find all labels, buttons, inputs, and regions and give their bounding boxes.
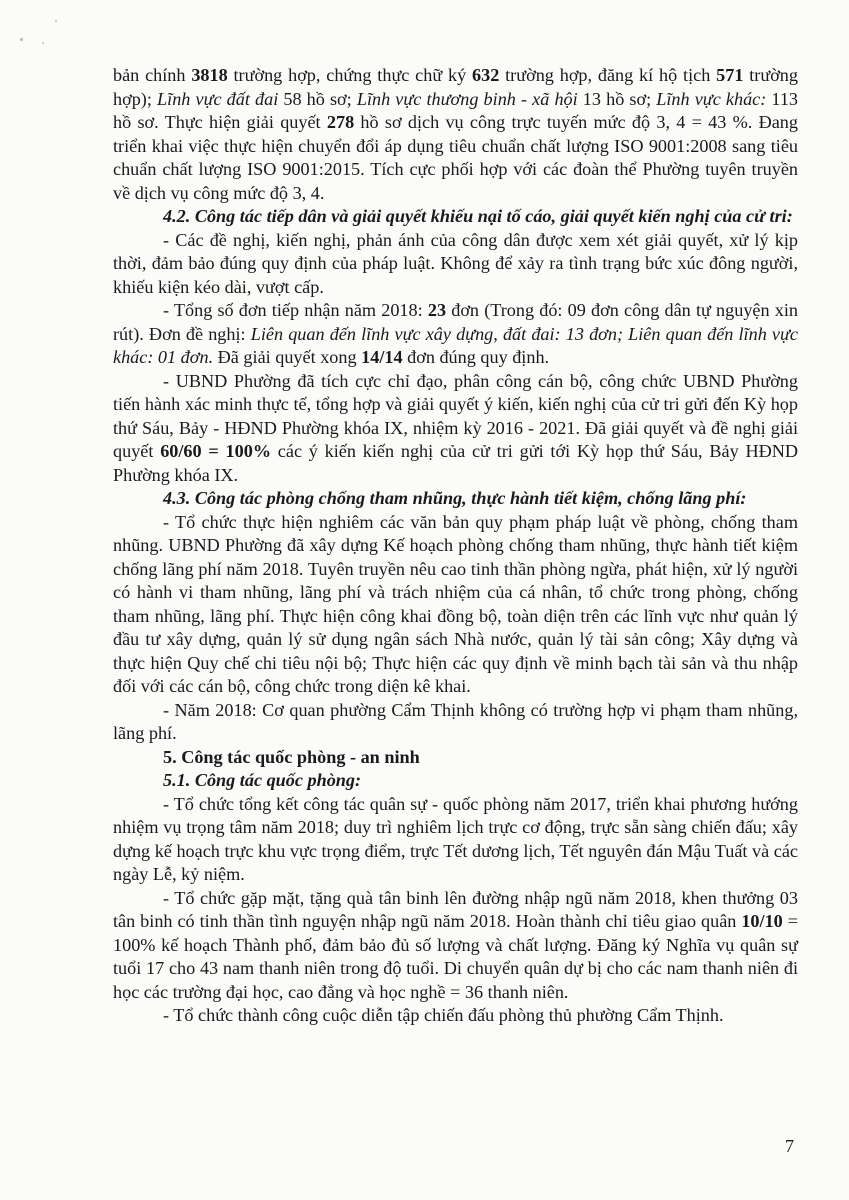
text-run: 23 <box>427 300 447 320</box>
text-run: 3818 <box>191 65 228 85</box>
text-run: 632 <box>472 65 500 85</box>
section-heading-4-3: 4.3. Công tác phòng chống tham nhũng, thực hành tiết kiệm, chống lãng phí: <box>163 488 747 508</box>
text-run: - UBND Phường đã tích cực chỉ đạo, phân công cán bộ, công chức UBND Phường tiến hành xác minh thực tế, tổng hợp và giải quyết ý kiến, kiến nghị của cử tri gửi đến Kỳ họp thứ Sáu, Bảy - HĐND Phường khóa IX, nhiệm kỳ 2016 - 2021. Đã giải quyết và đề nghị giải quyết <box>113 370 798 461</box>
text-run: trường hợp); <box>113 65 798 109</box>
section-heading-5-1: 5.1. Công tác quốc phòng: <box>163 770 362 790</box>
text-run: hồ sơ dịch vụ công trực tuyến mức độ 3, 4 = 43 %. Đang triển khai việc thực hiện chuyển đổi áp dụng tiêu chuẩn chất lượng ISO 9001:2008 sang tiêu chuẩn chất lượng ISO 9001:2015. Tích cực phối hợp với các đoàn thể Phường tuyên truyền về dịch vụ công mức độ 3, 4. <box>113 112 798 203</box>
text-run: Lĩnh vực thương binh - xã hội <box>356 88 578 109</box>
text-run: trường hợp, đăng kí hộ tịch <box>499 65 717 85</box>
text-run: đơn đúng quy định. <box>402 347 550 367</box>
paragraph: - Tổ chức thực hiện nghiêm các văn bản quy phạm pháp luật về phòng, chống tham nhũng. UBND Phường đã xây dựng Kế hoạch phòng chống tham nhũng, thực hành tiết kiệm chống lãng phí năm 2018. Tuyên truyền nêu cao tinh thần phòng ngừa, phát hiện, xử lý người có hành vi tham nhũng, lãng phí và trách nhiệm của cá nhân, tổ chức trong phòng, chống tham nhũng, lãng phí. Thực hiện công khai đồng bộ, toàn diện trên các lĩnh vực như quản lý đầu tư xây dựng, quản lý sử dụng ngân sách Nhà nước, quản lý tài sản công; Xây dựng và thực hiện Quy chế chi tiêu nội bộ; Thực hiện các quy định về minh bạch tài sản và thu nhập đối với các cán bộ, công chức trong diện kê khai. <box>113 511 798 696</box>
paragraph: - Các đề nghị, kiến nghị, phản ánh của công dân được xem xét giải quyết, xử lý kịp thời, đảm bảo đúng quy định của pháp luật. Không để xảy ra tình trạng bức xúc đông người, khiếu kiện kéo dài, vượt cấp. <box>113 229 798 297</box>
section-heading-4-2: 4.2. Công tác tiếp dân và giải quyết khiếu nại tố cáo, giải quyết kiến nghị của cử tri: <box>163 206 793 226</box>
text-run: 60/60 = 100% <box>160 441 272 461</box>
text-run: 10/10 <box>741 911 783 931</box>
text-run: bản chính <box>113 65 192 85</box>
paragraph: - Năm 2018: Cơ quan phường Cẩm Thịnh không có trường hợp vi phạm tham nhũng, lãng phí. <box>113 699 798 743</box>
paragraph: - Tổ chức thành công cuộc diễn tập chiến đấu phòng thủ phường Cẩm Thịnh. <box>163 1005 724 1025</box>
text-run: Đã giải quyết xong <box>213 347 362 367</box>
text-run: - Tổng số đơn tiếp nhận năm 2018: <box>163 300 428 320</box>
section-heading-5: 5. Công tác quốc phòng - an ninh <box>163 746 420 767</box>
paragraph <box>113 299 798 370</box>
paragraph <box>113 370 798 488</box>
text-run: các ý kiến kiến nghị của cử tri gửi tới Kỳ họp thứ Sáu, Bảy HĐND Phường khóa IX. <box>113 441 798 485</box>
text-run: đơn (Trong đó: 09 đơn công dân tự nguyện xin rút). Đơn đề nghị: <box>113 300 798 344</box>
text-run: Lĩnh vực khác: <box>656 88 767 109</box>
text-run: 13 hồ sơ; <box>577 88 657 109</box>
text-run: trường hợp, chứng thực chữ ký <box>227 65 473 85</box>
paragraph <box>113 887 798 1005</box>
text-run: = 100% kế hoạch Thành phố, đảm bảo đủ số lượng và chất lượng. Đăng ký Nghĩa vụ quân sự tuổi 17 cho 43 nam thanh niên trong độ tuổi. Di chuyển quân dự bị cho các nam thanh niên đi học các trường đại học, cao đẳng và học nghề = 36 thanh niên. <box>113 911 798 1002</box>
scan-speck <box>55 20 57 22</box>
paragraph: - Tổ chức tổng kết công tác quân sự - quốc phòng năm 2017, triển khai phương hướng nhiệm vụ trọng tâm năm 2018; duy trì nghiêm lịch trực cơ động, trực sẵn sàng chiến đấu; xây dựng kế hoạch trực khu vực trọng điểm, trực Tết dương lịch, Tết nguyên đán Mậu Tuất và các ngày Lễ, kỷ niệm. <box>113 793 798 884</box>
text-run: 58 hồ sơ; <box>278 88 357 109</box>
document-body <box>113 64 798 1028</box>
text-run: Liên quan đến lĩnh vực xây dựng, đất đai: 13 đơn; Liên quan đến lĩnh vực khác: 01 đơn. <box>113 323 798 367</box>
scan-speck <box>42 42 44 44</box>
scan-speck <box>20 38 23 41</box>
page-number: 7 <box>785 1136 794 1156</box>
text-run: 278 <box>326 112 355 132</box>
text-run: 571 <box>716 65 744 85</box>
text-run: - Tổ chức gặp mặt, tặng quà tân binh lên đường nhập ngũ năm 2018, khen thưởng 03 tân binh có tinh thần tình nguyện nhập ngũ năm 2018. Hoàn thành chỉ tiêu giao quân <box>113 887 798 931</box>
text-run: 113 hồ sơ. Thực hiện giải quyết <box>113 88 799 132</box>
text-run: 14/14 <box>361 347 403 367</box>
text-run: Lĩnh vực đất đai <box>157 88 279 109</box>
paragraph-continuation <box>113 64 798 205</box>
